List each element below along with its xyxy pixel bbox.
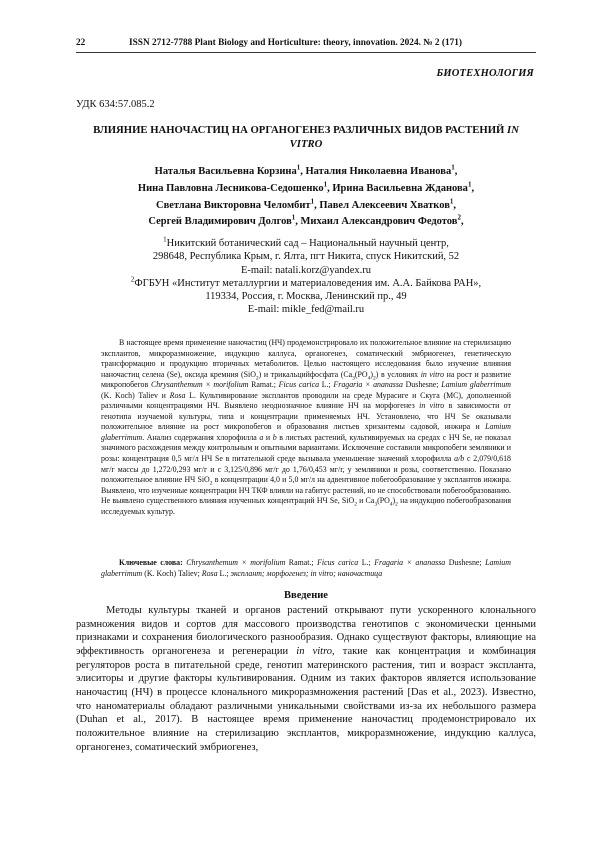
author-separator: , xyxy=(454,166,458,177)
author-separator: , xyxy=(460,216,464,228)
title-italic: IN VITRO xyxy=(289,124,519,150)
author-name: Нина Павловна Лесникова-Седошенко xyxy=(137,182,324,194)
author-affiliation-mark: 1 xyxy=(296,163,301,172)
journal-title: ISSN 2712-7788 Plant Biology and Horticulture: theory, innovation. 2024. № 2 (171) xyxy=(129,38,463,48)
affiliation-mark: 2 xyxy=(130,275,135,284)
header-rule xyxy=(76,52,536,53)
author-separator: , xyxy=(300,166,306,177)
affiliation-2-line-2: 119334, Россия, г. Москва, Ленинский пр., 49 xyxy=(205,291,407,303)
author-affiliation-mark: 1 xyxy=(323,180,328,189)
affiliation-1-email: E-mail: natali.korz@yandex.ru xyxy=(240,264,372,276)
author-name: Павел Алексеевич Хватков xyxy=(319,199,450,211)
intro-paragraph: Методы культуры тканей и органов растений открывают пути ускоренного клонального размножения видов и сортов для массового производства генотипов с экономически ценными признаками и сохранения биологического разнообразия. Однако существуют факторы, влияющие на эффективность органогенеза и регенерации in vitro, такие как концентрация и комбинация регуляторов роста в питательной среде, генотип материнского растения, тип и возраст экспланта, элиситоры и другие факторы культивирования. Одним из таких факторов является использование наночастиц (НЧ) в процессе клонального микроразмножения растений [Das et al., 2023). Известно, что наноматериалы обладают различными уникальными свойствами из-за их небольшого размера (Duhan et al., 2017). В настоящее время применение наночастиц продемонстрировало их положительное влияние на стерилизацию эксплантов, микроразмножение, индукцию каллуса, органогенез, соматический эмбриогенез, xyxy=(76,605,537,753)
author-affiliation-mark: 2 xyxy=(457,213,461,222)
author-list xyxy=(76,164,536,231)
keywords xyxy=(101,558,511,579)
author-name: Ирина Васильевна Жданова xyxy=(332,182,468,194)
section-heading-introduction: Введение xyxy=(284,590,328,601)
paper-title xyxy=(76,124,536,151)
author-affiliation-mark: 1 xyxy=(310,197,315,206)
author-separator: , xyxy=(471,182,475,194)
abstract-paragraph: В настоящее время применение наночастиц (НЧ) продемонстрировало их положительное влияние на стерилизацию эксплантов, микроразмножение, индукцию каллуса, органогенез, соматический эмбриогенез, генетическую трансформацию и продукцию вторичных метаболитов. Целью настоящего исследования было изучение влияния наночастиц селена (Se), оксида кремния (SiO$_2$) и трикальцийфосфата $(Ca_3(PO_4)_2)$ в условиях in vitro на рост и развитие микропобегов Chrysanthemum × morifolium Ramat.; Ficus carica L.; Fragaria × ananassa Dushesne; Lamium glaberrimum (K. Koch) Taliev и Rosa L. Культивирование эксплантов проводили на среде Мурасиге и Скуга (МС), дополненной различными концентрациями НЧ. Выявлено неоднозначное влияние НЧ на морфогенез in vitro в зависимости от генотипа изучаемой культуры, типа и концентрации применяемых НЧ. Установлено, что НЧ Se оказывали положительное влияние на рост микропобегов и образования листьев хризантемы садовой, инжира и Lamium glaberrimum. Анализ содержания хлорофилла a и b в листьях растений, культивируемых на средах с НЧ Se, не показал значимого расхождения между контрольным и опытными вариантами. Исключение составили микропобеги земляники и розы: концентрация 0,5 мг/л НЧ Se в питательной среде вызывала уменьшение значений хлорофилла a/b с 2,079/0,618 мг/г массы до 1,272/0,293 мг/г и с 3,125/0,896 мг/г до 1,76/0,453 мг/г, у земляники и розы, соответственно. Показано положительное влияние НЧ SiO$_2$ в концентрации 4,0 и 5,0 мг/л на адвентивное побегообразование у эксплантов инжира. Выявлено, что изученные концентрации НЧ ТКФ влияли на габитус растений, но не способствовали побегообразованию. Не выявлено существенного влияния изученных концентраций НЧ Se, SiO$_2$ и $Ca_3(PO_4)_2$ на индукцию побегообразования исследуемых культур. xyxy=(101,338,512,516)
author-separator: , xyxy=(327,182,333,194)
affiliation-1-line-2: 298648, Республика Крым, г. Ялта, пгт Никита, спуск Никитский, 52 xyxy=(152,251,460,263)
abstract xyxy=(101,338,511,517)
introduction-body xyxy=(76,604,536,754)
author-affiliation-mark: 1 xyxy=(291,213,296,222)
keywords-paragraph: Ключевые слова: Chrysanthemum × morifolium Ramat.; Ficus carica L.; Fragaria × ananassa Dushesne; Lamium glaberrimum (K. Koch) Taliev; Rosa L.; эксплант; морфогенез; in vitro; наночастица xyxy=(101,558,511,578)
section-label: БИОТЕХНОЛОГИЯ xyxy=(436,68,534,79)
author-separator: , xyxy=(295,216,301,228)
author-name: Наталья Васильевна Корзина xyxy=(154,166,297,177)
author-name: Сергей Владимирович Долгов xyxy=(148,216,292,228)
author-name: Михаил Александрович Федотов xyxy=(300,216,458,228)
affiliation-2-line-1 xyxy=(76,277,536,290)
author-separator: , xyxy=(314,199,320,211)
affiliation-1-line-1 xyxy=(76,237,536,250)
author-separator: , xyxy=(453,199,456,211)
author-affiliation-mark: 1 xyxy=(467,180,472,189)
affiliation-text: Никитский ботанический сад – Национальный научный центр, xyxy=(166,238,449,249)
affiliation-text: ФГБУН «Институт металлургии и материаловедения им. А.А. Байкова РАН», xyxy=(134,277,482,289)
author-name: Наталия Николаевна Иванова xyxy=(305,166,452,177)
author-affiliation-mark: 1 xyxy=(449,197,454,206)
udk-code: УДК 634:57.085.2 xyxy=(76,99,155,110)
affiliation-mark: 1 xyxy=(163,235,167,244)
affiliations xyxy=(76,237,536,317)
title-main: ВЛИЯНИЕ НАНОЧАСТИЦ НА ОРГАНОГЕНЕЗ РАЗЛИЧНЫХ ВИДОВ РАСТЕНИЙ xyxy=(93,124,508,136)
page-number: 22 xyxy=(76,38,86,48)
author-affiliation-mark: 1 xyxy=(451,163,455,172)
author-name: Светлана Викторовна Челомбит xyxy=(156,199,311,211)
keywords-label: Ключевые слова: xyxy=(119,558,183,567)
affiliation-2-email: E-mail: mikle_fed@mail.ru xyxy=(247,304,365,316)
